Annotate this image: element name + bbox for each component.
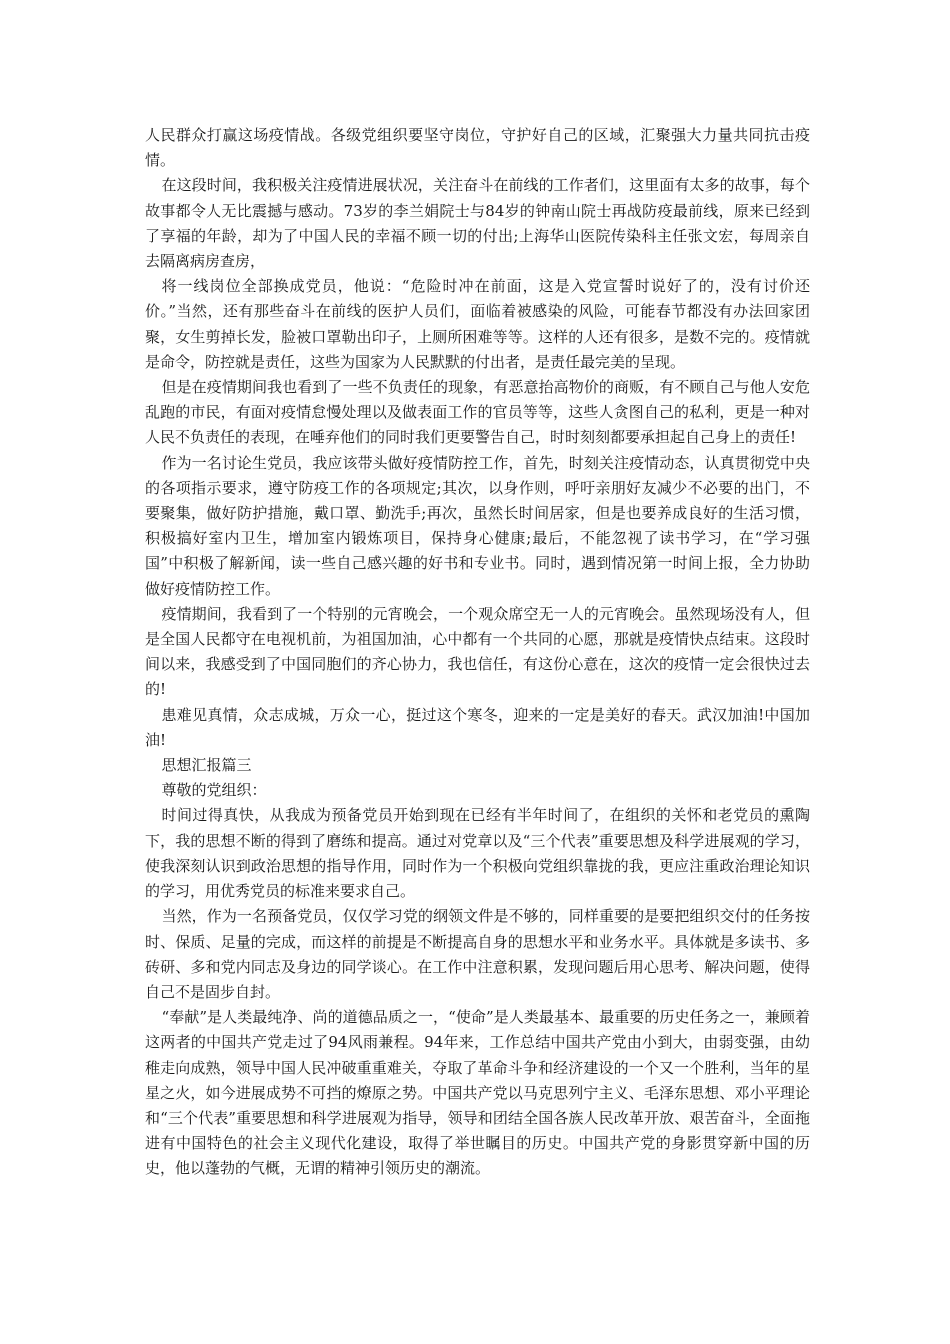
paragraph-probationary-member: 当然，作为一名预备党员，仅仅学习党的纲领文件是不够的，同样重要的是要把组织交付的任务按时、保质、足量的完成，而这样的前提是不断提高自身的思想水平和业务水平。具体就是多读书、多砖研、多和党内同志及身边的同学谈心。在工作中注意积累，发现问题后用心思考、解决问题，使得自己不是固步自封。 [145,907,810,1001]
section-heading: 思想汇报篇三 [161,756,252,775]
paragraph-lantern-gala: 疫情期间，我看到了一个特别的元宵晚会，一个观众席空无一人的元宵晚会。虽然现场没有人，但是全国人民都守在电视机前，为祖国加油，心中都有一个共同的心愿，那就是疫情快点结束。这段时间以来，我感受到了中国同胞们的齐心协力，我也信任，有这份心意在，这次的疫情一定会很快过去的! [145,604,810,699]
paragraph-half-year-reflection: 时间过得真快，从我成为预备党员开始到现在已经有半年时间了，在组织的关怀和老党员的熏陶下，我的思想不断的得到了磨练和提高。通过对党章以及“三个代表”重要思想及科学进展观的学习，使我深刻认识到政治思想的指导作用，同时作为一个积极向党组织靠拢的我，更应注重政治理论知识的学习，用优秀党员的标准来要求自己。 [145,806,810,901]
paragraph-frontline-workers: 将一线岗位全部换成党员，他说：“危险时冲在前面，这是入党宣誓时说好了的，没有讨价还价。”当然，还有那些奋斗在前线的医护人员们，面临着被感染的风险，可能春节都没有办法回家团聚，女生剪掉长发，脸被口罩勒出印子，上厕所困难等等。这样的人还有很多，是数不完的。疫情就是命令，防控就是责任，这些为国家为人民默默的付出者，是责任最完美的呈现。 [145,277,810,371]
paragraph-attention-to-epidemic: 在这段时间，我积极关注疫情进展状况，关注奋斗在前线的工作者们，这里面有太多的故事，每个故事都令人无比震撼与感动。73岁的李兰娟院士与84岁的钟南山院士再战防疫最前线，原来已经到了享福的年龄，却为了中国人民的幸福不顾一切的付出;上海华山医院传染科主任张文宏，每周亲自去隔离病房查房， [145,176,810,271]
paragraph-continuation: 人民群众打赢这场疫情战。各级党组织要坚守岗位，守护好自己的区域，汇聚强大力量共同抗击疫情。 [145,126,810,170]
paragraph-dedication-mission: “奉献”是人类最纯净、尚的道德品质之一，“使命”是人类最基本、最重要的历史任务之一，兼顾着这两者的中国共产党走过了94风雨兼程。94年来，工作总结中国共产党由小到大，由弱变强，由幼稚走向成熟，领导中国人民冲破重重难关，夺取了革命斗争和经济建设的一个又一个胜利，当年的星星之火，如今进展成势不可挡的燎原之势。中国共产党以马克思列宁主义、毛泽东思想、邓小平理论和“三个代表”重要思想和科学进展观为指导，领导和团结全国各族人民改革开放、艰苦奋斗，全面拖进有中国特色的社会主义现代化建设，取得了举世瞩目的历史。中国共产党的身影贯穿新中国的历史，他以蓬勃的气概，无谓的精神引领历史的潮流。 [145,1008,810,1178]
document-page [145,123,810,1182]
salutation: 尊敬的党组织： [161,781,267,800]
paragraph-irresponsible-behavior: 但是在疫情期间我也看到了一些不负责任的现象，有恶意抬高物价的商贩，有不顾自己与他人安危乱跑的市民，有面对疫情怠慢处理以及做表面工作的官员等等，这些人贪图自己的私利，更是一种对人民不负责任的表现，在唾弃他们的同时我们更要警告自己，时时刻刻都要承担起自己身上的责任! [145,378,810,447]
paragraph-wuhan-cheer: 患难见真情，众志成城，万众一心，挺过这个寒冬，迎来的一定是美好的春天。武汉加油!中国加油! [145,705,810,749]
paragraph-party-member-duties: 作为一名讨论生党员，我应该带头做好疫情防控工作，首先，时刻关注疫情动态，认真贯彻党中央的各项指示要求，遵守防疫工作的各项规定;其次，以身作则，呼吁亲朋好友减少不必要的出门，不要聚集，做好防护措施，戴口罩、勤洗手;再次，虽然长时间居家，但是也要养成良好的生活习惯，积极搞好室内卫生，增加室内锻炼项目，保持身心健康;最后，不能忽视了读书学习，在“学习强国”中积极了解新闻，读一些自己感兴趣的好书和专业书。同时，遇到情况第一时间上报，全力协助做好疫情防控工作。 [145,453,810,598]
